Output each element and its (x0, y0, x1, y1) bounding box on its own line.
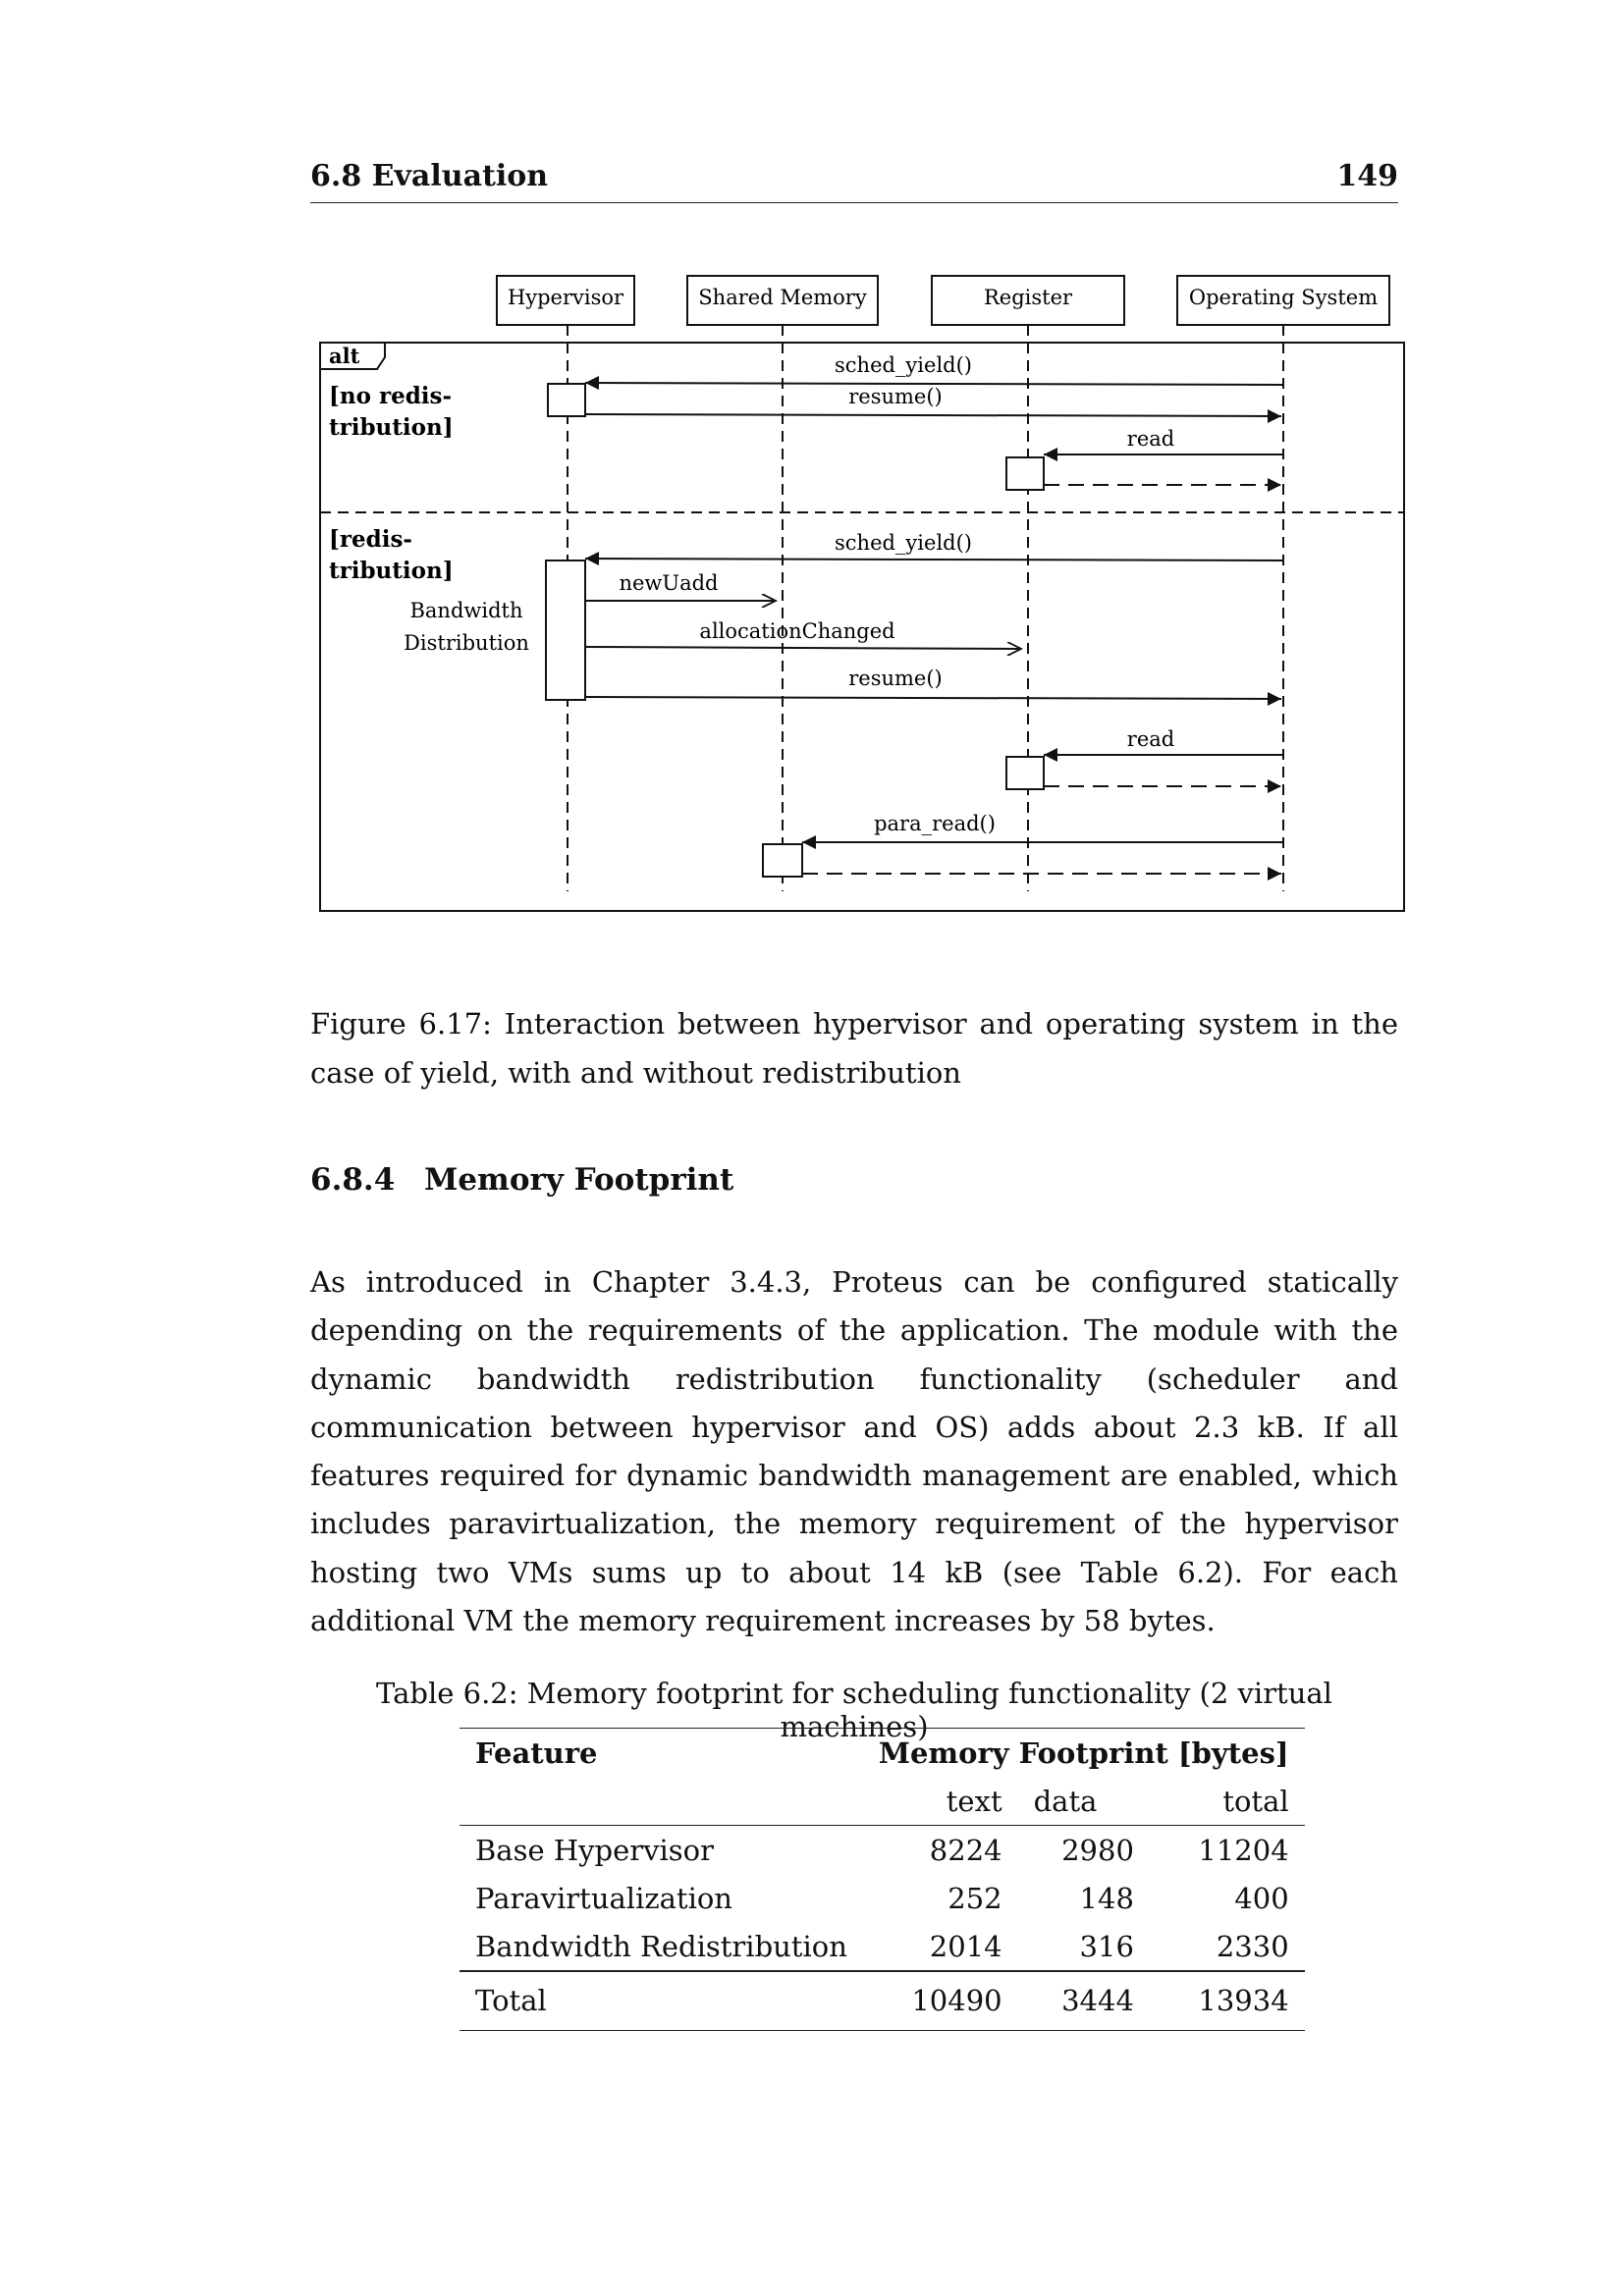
cell-data: 2980 (1061, 1833, 1134, 1867)
note-bandwidth: Bandwidth (409, 599, 523, 622)
figure-caption: Figure 6.17: Interaction between hypervisor and operating system in the case of yield, with and without redistribution (310, 1007, 1398, 1090)
section-number: 6.8.4 (310, 1162, 396, 1198)
cell-feature: Bandwidth Redistribution (475, 1929, 847, 1963)
msg-resume-2 (585, 697, 1281, 699)
label-newuadd: newUadd (619, 571, 719, 595)
subheader-total: total (1222, 1784, 1289, 1818)
guard-no-redistribution-1: [no redis- (329, 383, 453, 409)
cell-feature: Total (475, 1984, 547, 2018)
page-number: 149 (1336, 159, 1398, 193)
label-sched-yield-1: sched_yield() (835, 353, 972, 377)
cell-text: 2014 (929, 1929, 1002, 1963)
table-subheader-row (460, 1777, 1305, 1826)
header-feature: Feature (475, 1735, 598, 1770)
sequence-diagram (0, 0, 1624, 942)
activation-hypervisor-1 (548, 384, 585, 416)
lifeline-operating-system (1177, 276, 1389, 325)
header-memory-footprint: Memory Footprint [bytes] (878, 1735, 1289, 1770)
body-paragraph: As introduced in Chapter 3.4.3, Proteus can be configured statically depending on the requirements of the application. The module with the dynamic bandwidth redistribution functionality (scheduler and communication between hypervisor and OS) adds about 2.3 kB. If all features required for dynamic bandwidth management are enabled, which includes paravirtualization, the memory requirement of the hypervisor hosting two VMs sums up to about 14 kB (see Table 6.2). For each additional VM the memory requirement increases by 58 bytes. (310, 1265, 1398, 1638)
table-row (460, 1922, 1305, 1971)
lifeline-shared-memory (687, 276, 878, 325)
svg-text:Register: Register (983, 286, 1073, 309)
table-header-row (460, 1729, 1305, 1778)
section-title: Memory Footprint (424, 1162, 734, 1198)
activation-shared-memory (763, 844, 802, 877)
table-row (460, 1874, 1305, 1922)
subheader-data: data (1033, 1784, 1098, 1818)
cell-total: 13934 (1198, 1984, 1289, 2018)
label-allocation-changed: allocationChanged (699, 619, 895, 643)
lifeline-hypervisor (497, 276, 634, 325)
guard-redistribution-2: tribution] (329, 558, 454, 584)
memory-footprint-table (460, 1728, 1305, 2031)
activation-register-2 (1006, 757, 1044, 789)
cell-text: 10490 (911, 1984, 1002, 2018)
cell-text: 8224 (929, 1833, 1002, 1867)
activation-register-1 (1006, 457, 1044, 490)
cell-data: 3444 (1061, 1984, 1134, 2018)
lifeline-register (932, 276, 1124, 325)
table-caption: Table 6.2: Memory footprint for scheduling functionality (2 virtual machines) (376, 1677, 1332, 1743)
cell-total: 11204 (1198, 1833, 1289, 1867)
svg-text:Operating System: Operating System (1188, 286, 1379, 309)
guard-redistribution-1: [redis- (329, 526, 412, 553)
section-heading (310, 1162, 733, 1198)
label-resume-2: resume() (848, 667, 943, 690)
table-total-row (460, 1971, 1305, 2030)
table-row (460, 1826, 1305, 1875)
guard-no-redistribution-2: tribution] (329, 414, 454, 441)
label-resume-1: resume() (848, 385, 943, 408)
cell-data: 316 (1079, 1929, 1134, 1963)
label-read-2: read (1126, 727, 1175, 751)
note-distribution: Distribution (404, 631, 529, 655)
lifeline-dashes (568, 325, 1283, 891)
msg-resume-1 (585, 414, 1281, 416)
alt-label: alt (329, 344, 360, 368)
subheader-text: text (946, 1784, 1002, 1818)
label-sched-yield-2: sched_yield() (835, 531, 972, 555)
svg-text:Shared Memory: Shared Memory (698, 286, 867, 309)
cell-total: 2330 (1216, 1929, 1289, 1963)
svg-text:Hypervisor: Hypervisor (507, 286, 624, 309)
cell-text: 252 (947, 1881, 1002, 1915)
label-para-read: para_read() (874, 812, 996, 835)
running-section-title: 6.8 Evaluation (310, 159, 549, 193)
msg-allocation-changed (585, 647, 1021, 649)
msg-sched-yield-2 (585, 559, 1283, 561)
cell-feature: Base Hypervisor (475, 1833, 714, 1867)
activation-hypervisor-2 (546, 561, 585, 700)
cell-data: 148 (1079, 1881, 1134, 1915)
cell-feature: Paravirtualization (475, 1881, 732, 1915)
label-read-1: read (1126, 427, 1175, 451)
cell-total: 400 (1234, 1881, 1289, 1915)
